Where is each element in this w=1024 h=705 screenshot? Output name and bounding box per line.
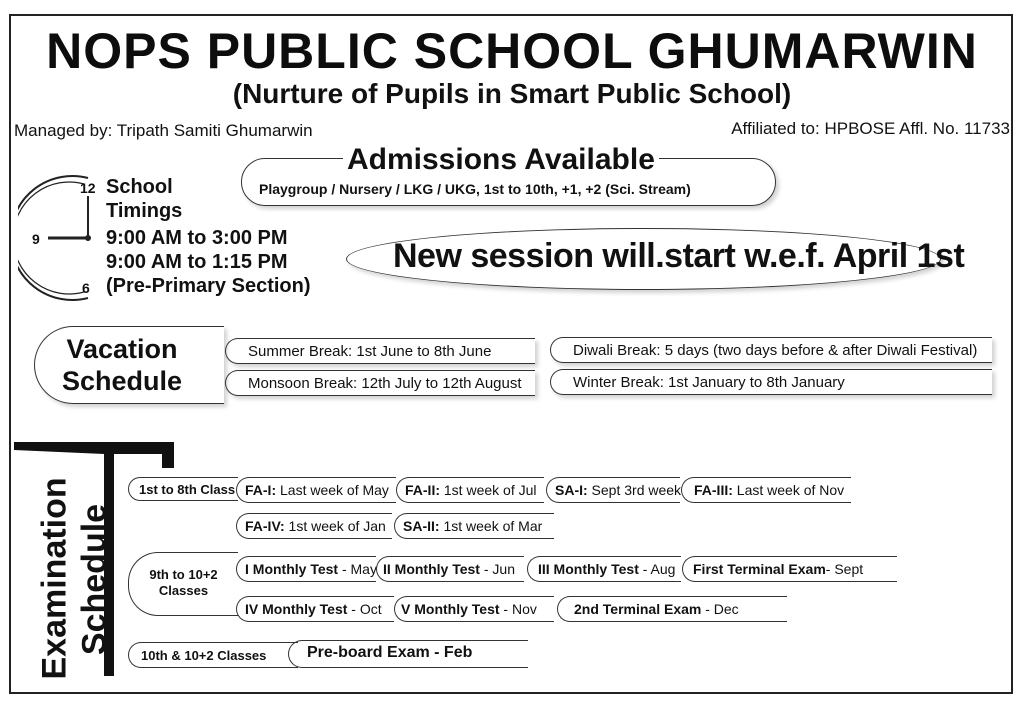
exam-fa3-detail: Last week of Nov [732,482,845,498]
exam-fa2-name: FA-II: [405,482,440,498]
exam-monthly2-detail: - Jun [479,561,515,577]
exam-fa1-detail: Last week of May [276,482,389,498]
exam-heading-line1: Examination [35,477,74,680]
exam-second-terminal-detail: - Dec [701,601,739,617]
exam-sa1 [546,477,680,503]
exam-fa3 [681,477,851,503]
exam-monthly1-name: I Monthly Test [245,561,339,577]
exam-monthly1 [236,556,376,582]
exam-monthly4-detail: - Oct [347,601,382,617]
exam-monthly3-name: III Monthly Test [538,561,639,577]
exam-monthly5-detail: - Nov [499,601,537,617]
exam-fa1-name: FA-I: [245,482,277,498]
winter-break [550,369,992,395]
vacation-heading-line2: Schedule [61,366,183,396]
exam-monthly1-detail: - May [338,561,377,577]
exam-sa1-detail: Sept 3rd week [587,482,682,498]
timings-preprimary: 9:00 AM to 1:15 PM [106,251,288,273]
exam-fa4-detail: 1st week of Jan [284,518,386,534]
exam-preboard [288,640,528,668]
exam-second-terminal-name: 2nd Terminal Exam [574,601,702,617]
exam-sa2-name: SA-II: [403,518,440,534]
exam-fa4 [236,513,392,539]
summer-break [225,338,535,364]
exam-group1-label [128,477,238,501]
exam-first-terminal [682,556,897,582]
affiliation: Affiliated to: HPBOSE Affl. No. 11733 [731,119,1010,138]
session-text: New session will.start w.e.f. April 1st [393,237,965,275]
winter-break-text: Winter Break: 1st January to 8th January [573,374,845,391]
managed-by: Managed by: Tripath Samiti Ghumarwin [14,121,313,140]
vacation-heading-line1: Vacation [66,334,178,364]
exam-group2-label-line1: 9th to 10+2 [149,567,218,582]
exam-group3-label-text: 10th & 10+2 Classes [141,648,267,663]
clock-twelve: 12 [80,180,96,196]
exam-monthly4 [236,596,394,622]
exam-heading-line2: Schedule [75,503,114,656]
exam-monthly5 [394,596,554,622]
timings-preprimary-label: (Pre-Primary Section) [106,275,311,297]
exam-group3-label [128,642,298,668]
exam-monthly2 [376,556,524,582]
school-subtitle: (Nurture of Pupils in Smart Public School) [232,78,792,109]
exam-monthly2-name: II Monthly Test [383,561,480,577]
exam-sa1-name: SA-I: [555,482,588,498]
summer-break-text: Summer Break: 1st June to 8th June [248,343,492,360]
exam-group2-label-line2: Classes [158,583,209,598]
exam-monthly5-name: V Monthly Test [401,601,500,617]
exam-second-terminal [557,596,787,622]
exam-fa2 [396,477,544,503]
exam-sa2 [394,513,554,539]
diwali-break-text: Diwali Break: 5 days (two days before & after Diwali Festival) [573,342,978,359]
exam-fa2-detail: 1st week of Jul [440,482,537,498]
exam-first-terminal-detail: - Sept [825,561,864,577]
timings-line2: Timings [106,200,183,222]
monsoon-break [225,370,535,396]
admissions-title: Admissions Available [343,143,659,177]
clock-six: 6 [82,280,90,296]
exam-sa2-detail: 1st week of Mar [439,518,543,534]
exam-preboard-text: Pre-board Exam - Feb [307,644,473,661]
exam-monthly3-detail: - Aug [638,561,676,577]
exam-fa1 [236,477,396,503]
exam-group1-label-text: 1st to 8th Class [139,482,236,497]
exam-monthly3 [527,556,681,582]
exam-first-terminal-name: First Terminal Exam [693,561,826,577]
timings-line1: School [106,176,173,198]
monsoon-break-text: Monsoon Break: 12th July to 12th August [248,375,522,392]
exam-monthly4-name: IV Monthly Test [245,601,348,617]
timings-regular: 9:00 AM to 3:00 PM [106,227,288,249]
clock-nine: 9 [32,231,40,247]
school-title: NOPS PUBLIC SCHOOL GHUMARWIN [46,23,978,79]
diwali-break [550,337,992,363]
exam-fa4-name: FA-IV: [245,518,285,534]
exam-group2-label [128,552,238,616]
exam-fa3-name: FA-III: [694,482,733,498]
admissions-classes: Playgroup / Nursery / LKG / UKG, 1st to 10th, +1, +2 (Sci. Stream) [259,181,691,197]
